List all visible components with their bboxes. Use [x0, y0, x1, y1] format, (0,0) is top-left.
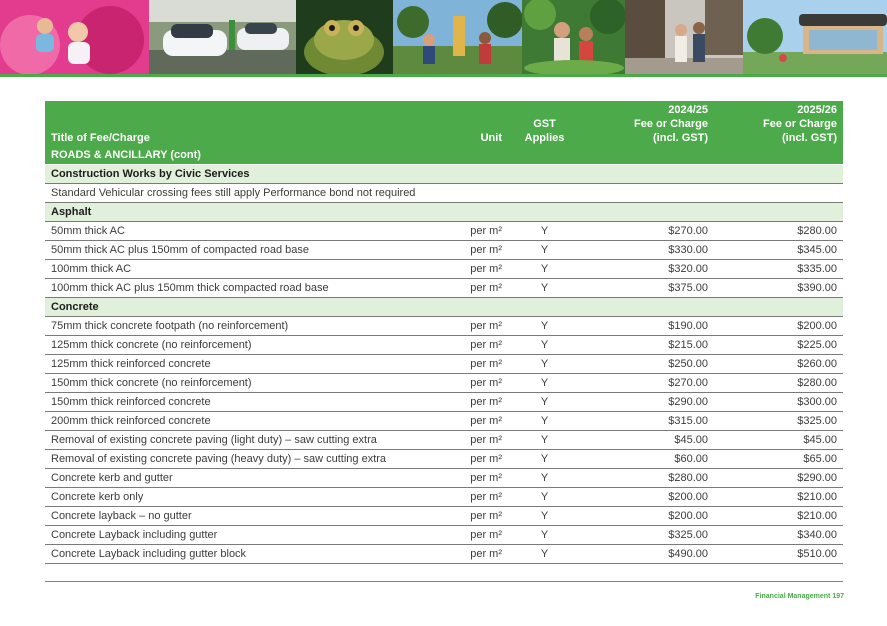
table-row — [45, 526, 843, 545]
gst-cell: Y — [508, 469, 581, 488]
concrete-heading-row — [45, 298, 843, 317]
gst-cell: Y — [508, 412, 581, 431]
fee-2025-26-cell: $340.00 — [714, 526, 843, 545]
table-row — [45, 393, 843, 412]
fee-2025-26-cell: $65.00 — [714, 450, 843, 469]
community-event-photo — [393, 0, 522, 74]
street-scene-photo — [625, 0, 743, 74]
table-row — [45, 545, 843, 564]
table-row — [45, 222, 843, 241]
gst-cell: Y — [508, 241, 581, 260]
fee-2024-25-cell: $60.00 — [581, 450, 714, 469]
fee-title-cell: 100mm thick AC — [45, 260, 438, 279]
table-row — [45, 507, 843, 526]
fee-2024-25-cell: $215.00 — [581, 336, 714, 355]
family-garden-photo — [522, 0, 625, 74]
fee-title-cell: Concrete kerb and gutter — [45, 469, 438, 488]
fee-2025-26-cell: $260.00 — [714, 355, 843, 374]
table-row — [45, 317, 843, 336]
col-header-title: Title of Fee/Charge — [45, 101, 438, 146]
fee-2025-26-cell: $45.00 — [714, 431, 843, 450]
unit-cell: per m² — [438, 317, 508, 336]
table-row — [45, 336, 843, 355]
table-header-row — [45, 101, 843, 146]
note-text: Standard Vehicular crossing fees still apply Performance bond not required — [45, 184, 843, 203]
asphalt-heading: Asphalt — [45, 203, 843, 222]
gst-cell: Y — [508, 545, 581, 564]
unit-cell: per m² — [438, 507, 508, 526]
table-row — [45, 279, 843, 298]
gst-cell: Y — [508, 507, 581, 526]
gst-cell: Y — [508, 355, 581, 374]
fee-title-cell: 75mm thick concrete footpath (no reinforcement) — [45, 317, 438, 336]
table-row — [45, 412, 843, 431]
fee-title-cell: Concrete layback – no gutter — [45, 507, 438, 526]
footer-rule — [45, 581, 843, 582]
fee-2024-25-cell: $490.00 — [581, 545, 714, 564]
fee-title-cell: Removal of existing concrete paving (heavy duty) – saw cutting extra — [45, 450, 438, 469]
subsection-row — [45, 165, 843, 184]
table-row — [45, 469, 843, 488]
gst-cell: Y — [508, 336, 581, 355]
fee-2025-26-cell: $325.00 — [714, 412, 843, 431]
fee-2024-25-cell: $325.00 — [581, 526, 714, 545]
unit-cell: per m² — [438, 450, 508, 469]
fee-2024-25-cell: $190.00 — [581, 317, 714, 336]
unit-cell: per m² — [438, 393, 508, 412]
category-row — [45, 146, 843, 165]
unit-cell: per m² — [438, 412, 508, 431]
category-label: ROADS & ANCILLARY (cont) — [45, 146, 843, 165]
gst-cell: Y — [508, 317, 581, 336]
page-footer: Financial Management 197 — [755, 593, 844, 600]
fee-2025-26-cell: $280.00 — [714, 374, 843, 393]
gst-cell: Y — [508, 279, 581, 298]
fee-2024-25-cell: $250.00 — [581, 355, 714, 374]
fee-2024-25-cell: $320.00 — [581, 260, 714, 279]
subsection-label: Construction Works by Civic Services — [45, 165, 843, 184]
gst-cell: Y — [508, 260, 581, 279]
fee-2025-26-cell: $510.00 — [714, 545, 843, 564]
fee-2024-25-cell: $315.00 — [581, 412, 714, 431]
fee-title-cell: Concrete Layback including gutter — [45, 526, 438, 545]
fee-2025-26-cell: $200.00 — [714, 317, 843, 336]
gst-cell: Y — [508, 393, 581, 412]
fee-2025-26-cell: $210.00 — [714, 507, 843, 526]
fee-title-cell: 125mm thick concrete (no reinforcement) — [45, 336, 438, 355]
fee-2025-26-cell: $345.00 — [714, 241, 843, 260]
playground-photo — [0, 0, 149, 74]
fee-2025-26-cell: $290.00 — [714, 469, 843, 488]
gst-cell: Y — [508, 222, 581, 241]
fee-2024-25-cell: $200.00 — [581, 507, 714, 526]
unit-cell: per m² — [438, 279, 508, 298]
table-row — [45, 431, 843, 450]
fee-2024-25-cell: $270.00 — [581, 374, 714, 393]
fee-2024-25-cell: $45.00 — [581, 431, 714, 450]
fee-title-cell: Removal of existing concrete paving (light duty) – saw cutting extra — [45, 431, 438, 450]
unit-cell: per m² — [438, 469, 508, 488]
building-exterior-photo — [743, 0, 887, 74]
fee-title-cell: Concrete kerb only — [45, 488, 438, 507]
unit-cell: per m² — [438, 241, 508, 260]
unit-cell: per m² — [438, 260, 508, 279]
gst-cell: Y — [508, 450, 581, 469]
unit-cell: per m² — [438, 355, 508, 374]
unit-cell: per m² — [438, 222, 508, 241]
table-row — [45, 260, 843, 279]
fee-title-cell: 50mm thick AC — [45, 222, 438, 241]
fee-2025-26-cell: $225.00 — [714, 336, 843, 355]
fee-2025-26-cell: $390.00 — [714, 279, 843, 298]
unit-cell: per m² — [438, 336, 508, 355]
photo-banner — [0, 0, 887, 74]
asphalt-heading-row — [45, 203, 843, 222]
table-row — [45, 374, 843, 393]
col-header-gst: GST Applies — [508, 101, 581, 146]
table-row — [45, 488, 843, 507]
banner-divider — [0, 74, 887, 77]
col-header-fee-2024-25: 2024/25 Fee or Charge (incl. GST) — [581, 101, 714, 146]
fee-2024-25-cell: $290.00 — [581, 393, 714, 412]
fee-2025-26-cell: $300.00 — [714, 393, 843, 412]
fee-2024-25-cell: $280.00 — [581, 469, 714, 488]
fee-title-cell: 150mm thick reinforced concrete — [45, 393, 438, 412]
unit-cell: per m² — [438, 526, 508, 545]
fee-2024-25-cell: $200.00 — [581, 488, 714, 507]
fee-title-cell: 100mm thick AC plus 150mm thick compacted road base — [45, 279, 438, 298]
fee-2025-26-cell: $210.00 — [714, 488, 843, 507]
gst-cell: Y — [508, 431, 581, 450]
fee-title-cell: 50mm thick AC plus 150mm of compacted road base — [45, 241, 438, 260]
unit-cell: per m² — [438, 374, 508, 393]
fee-title-cell: Concrete Layback including gutter block — [45, 545, 438, 564]
fee-2024-25-cell: $375.00 — [581, 279, 714, 298]
table-row — [45, 355, 843, 374]
unit-cell: per m² — [438, 431, 508, 450]
concrete-heading: Concrete — [45, 298, 843, 317]
gst-cell: Y — [508, 488, 581, 507]
fee-2025-26-cell: $335.00 — [714, 260, 843, 279]
fee-2024-25-cell: $270.00 — [581, 222, 714, 241]
col-header-unit: Unit — [438, 101, 508, 146]
gst-cell: Y — [508, 526, 581, 545]
fee-title-cell: 125mm thick reinforced concrete — [45, 355, 438, 374]
frog-photo — [296, 0, 393, 74]
unit-cell: per m² — [438, 488, 508, 507]
col-header-fee-2025-26: 2025/26 Fee or Charge (incl. GST) — [714, 101, 843, 146]
table-row — [45, 241, 843, 260]
gst-cell: Y — [508, 374, 581, 393]
fee-title-cell: 150mm thick concrete (no reinforcement) — [45, 374, 438, 393]
note-row — [45, 184, 843, 203]
fee-title-cell: 200mm thick reinforced concrete — [45, 412, 438, 431]
fee-2024-25-cell: $330.00 — [581, 241, 714, 260]
table-row — [45, 450, 843, 469]
fee-table — [45, 101, 843, 564]
ev-charging-photo — [149, 0, 296, 74]
unit-cell: per m² — [438, 545, 508, 564]
fee-2025-26-cell: $280.00 — [714, 222, 843, 241]
